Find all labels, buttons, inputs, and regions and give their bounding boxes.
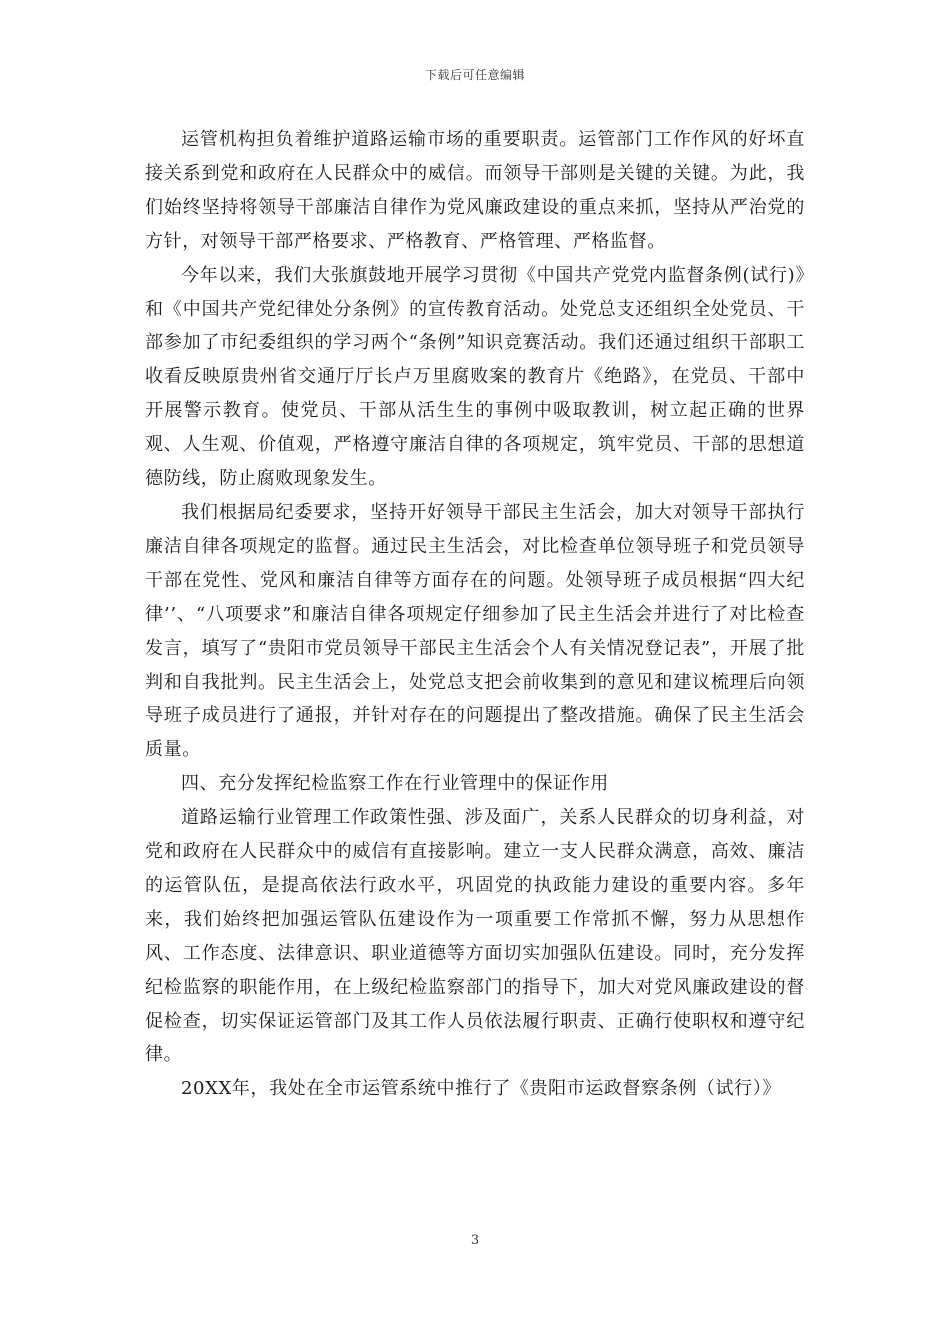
paragraph-1: 运管机构担负着维护道路运输市场的重要职责。运管部门工作作风的好坏直接关系到党和政府在人民群众中的威信。而领导干部则是关键的关键。为此，我们始终坚持将领导干部廉洁自律作为党风廉政建设的重点来抓，坚持从严治党的方针，对领导干部严格要求、严格教育、严格管理、严格监督。	[145, 129, 805, 252]
paragraph-4: 道路运输行业管理工作政策性强、涉及面广，关系人民群众的切身利益，对党和政府在人民群众中的威信有直接影响。建立一支人民群众满意，高效、廉洁的运管队伍，是提高依法行政水平，巩固党的执政能力建设的重要内容。多年来，我们始终把加强运管队伍建设作为一项重要工作常抓不懈，努力从思想作风、工作态度、法律意识、职业道德等方面切实加强队伍建设。同时，充分发挥纪检监察的职能作用，在上级纪检监察部门的指导下，加大对党风廉政建设的督促检查，切实保证运管部门及其工作人员依法履行职责、正确行使职权和遵守纪律。	[145, 807, 805, 1066]
page-header: 下载后可任意编辑	[424, 68, 525, 82]
section-heading: 四、充分发挥纪检监察工作在行业管理中的保证作用	[181, 773, 609, 795]
page-number: 3	[470, 1233, 480, 1248]
paragraph-5: 20XX年，我处在全市运管系统中推行了《贵阳市运政督察条例（试行）》	[181, 1078, 781, 1100]
document-body	[145, 123, 805, 1106]
paragraph-3: 我们根据局纪委要求，坚持开好领导干部民主生活会，加大对领导干部执行廉洁自律各项规定的监督。通过民主生活会，对比检查单位领导班子和党员领导干部在党性、党风和廉洁自律等方面存在的问题。处领导班子成员根据“四大纪律’’、“八项要求”和廉洁自律各项规定仔细参加了民主生活会并进行了对比检查发言，填写了“贵阳市党员领导干部民主生活会个人有关情况登记表”，开展了批判和自我批判。民主生活会上，处党总支把会前收集到的意见和建议梳理后向领导班子成员进行了通报，并针对存在的问题提出了整改措施。确保了民主生活会质量。	[145, 501, 805, 761]
paragraph-2: 今年以来，我们大张旗鼓地开展学习贯彻《中国共产党党内监督条例(试行)》和《中国共产党纪律处分条例》的宣传教育活动。处党总支还组织全处党员、干部参加了市纪委组织的学习两个“条例”知识竞赛活动。我们还通过组织干部职工收看反映原贵州省交通厅厅长卢万里腐败案的教育片《绝路》，在党员、干部中开展警示教育。使党员、干部从活生生的事例中吸取教训，树立起正确的世界观、人生观、价值观，严格遵守廉洁自律的各项规定，筑牢党员、干部的思想道德防线，防止腐败现象发生。	[145, 264, 805, 490]
